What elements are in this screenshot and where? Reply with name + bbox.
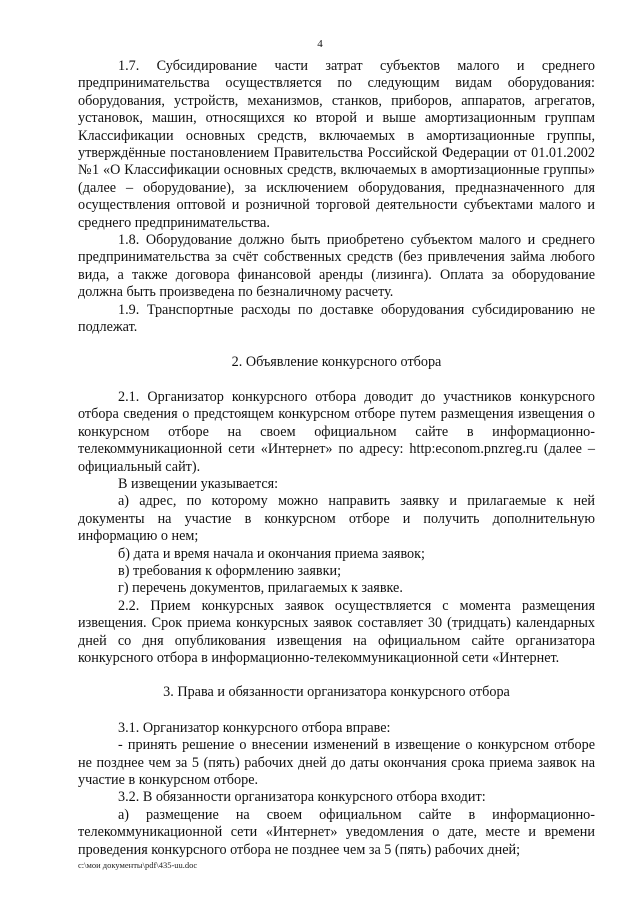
section-heading-2: 2. Объявление конкурсного отбора [231, 353, 442, 370]
paragraph-2-1: 2.1. Организатор конкурсного отбора доводит до участников конкурсного отбора сведения о предстоящем конкурсном отборе путем размещения извещения о конкурсном отборе на своем официальном сайте в информационно-телекоммуникационной сети «Интернет» по адресу: http:econom.pnzreg.ru (далее – официальный сайт). [78, 388, 595, 475]
notice-item-g: г) перечень документов, прилагаемых к заявке. [118, 580, 403, 597]
paragraph-3-1: 3.1. Организатор конкурсного отбора вправе: [118, 719, 391, 736]
paragraph-1-8: 1.8. Оборудование должно быть приобретено субъектом малого и среднего предпринимательства за счёт собственных средств (без привлечения займа любого вида, а также договора финансовой аренды (лизинга). Оплата за оборудование должна быть произведена по безналичному расчету. [78, 232, 595, 301]
notice-contents-intro: В извещении указывается: [118, 475, 279, 492]
document-body [78, 58, 595, 859]
paragraph-1-9: 1.9. Транспортные расходы по доставке оборудования субсидированию не подлежат. [78, 301, 595, 336]
paragraph-1-7: 1.7. Субсидирование части затрат субъектов малого и среднего предпринимательства осуществляется по следующим видам оборудования: оборудования, устройств, механизмов, станков, приборов, аппаратов, агрегатов, установок, машин, относящихся ко второй и выше амортизационным группам Классификации основных средств, включаемых в амортизационные группы, утверждённые постановлением Правительства Российской Федерации от 01.01.2002 №1 «О Классификации основных средств, включаемых в амортизационные группы» (далее – оборудование), за исключением оборудования, предназначенного для осуществления оптовой и розничной торговой деятельности субъектами малого и среднего предпринимательства. [78, 58, 595, 231]
paragraph-2-2: 2.2. Прием конкурсных заявок осуществляется с момента размещения извещения. Срок приема конкурсных заявок составляет 30 (тридцать) календарных дней со дня опубликования извещения на официальном сайте организатора конкурсного отбора в информационно-телекоммуникационной сети «Интернет. [78, 597, 595, 666]
notice-item-b: б) дата и время начала и окончания приема заявок; [118, 545, 425, 562]
paragraph-3-1-item: - принять решение о внесении изменений в извещение о конкурсном отборе не позднее чем за 5 (пять) рабочих дней до даты окончания срока приема заявок на участие в конкурсном отборе. [78, 737, 595, 789]
notice-item-v: в) требования к оформлению заявки; [118, 562, 342, 579]
file-path-footer: c:\мои документы\pdf\435-uu.doc [78, 860, 198, 870]
paragraph-3-2-item-a: а) размещение на своем официальном сайте в информационно-телекоммуникационной сети «Интернет» уведомления о дате, месте и времени проведения конкурсного отбора не позднее чем за 5 (пять) рабочих дней; [78, 806, 595, 858]
notice-item-a: а) адрес, по которому можно направить заявку и прилагаемые к ней документы на участие в конкурсном отборе и получить дополнительную информацию о нем; [78, 493, 595, 545]
paragraph-3-2: 3.2. В обязанности организатора конкурсного отбора входит: [118, 789, 486, 806]
page-number: 4 [317, 38, 323, 50]
section-heading-3: 3. Права и обязанности организатора конкурсного отбора [163, 684, 510, 701]
